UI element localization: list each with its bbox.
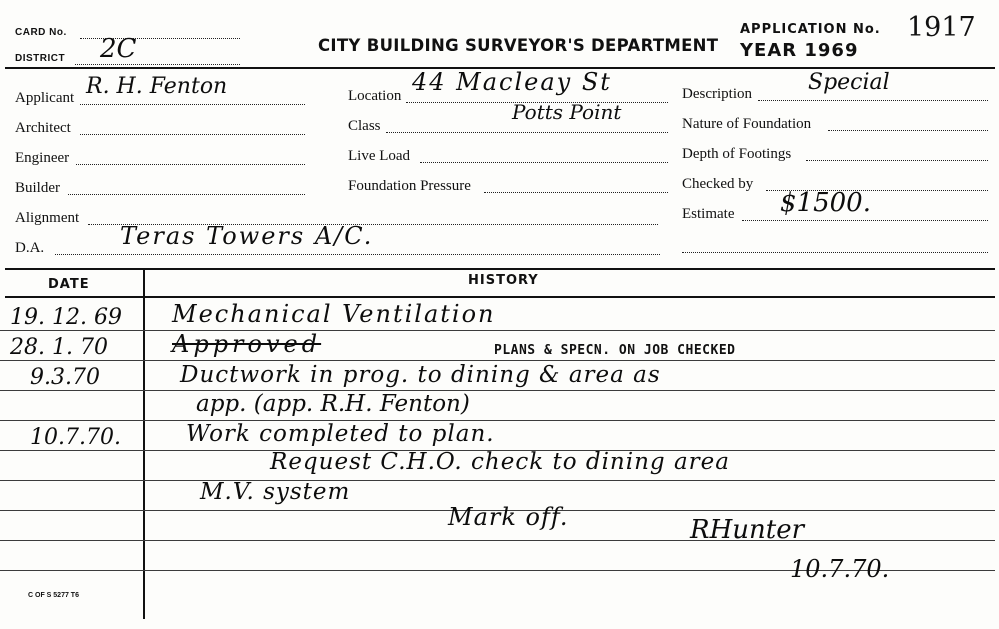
history-entry: Mechanical Ventilation [172,300,496,328]
nature-of-foundation-label: Nature of Foundation [682,116,812,132]
history-entry: Approved [172,330,322,358]
architect-line [80,134,305,135]
live-load-label: Live Load [348,148,411,164]
history-entry: Request C.H.O. check to dining area [270,449,730,475]
history-date: 28. 1. 70 [10,335,108,360]
history-column-header: HISTORY [468,273,539,288]
depth-of-footings-line [806,160,988,161]
history-entry: Mark off. [448,503,569,531]
district-label: DISTRICT [15,53,66,64]
form-code: C OF S 5277 T6 [28,592,79,599]
estimate-value: $1500. [780,188,871,218]
applicant-line [80,104,305,105]
district-value: 2C [100,34,137,64]
foundation-pressure-line [484,192,668,193]
description-value: Special [808,70,890,95]
signature: RHunter [690,515,805,545]
date-column-header: DATE [48,277,90,292]
signature-date: 10.7.70. [790,555,890,583]
applicant-value: R. H. Fenton [86,74,228,99]
estimate-line [742,220,988,221]
class-line [386,132,668,133]
location-value: 44 Macleay St [412,68,612,96]
history-entry: Work completed to plan. [186,421,495,447]
history-date: 19. 12. 69 [10,305,122,330]
year-label: YEAR 1969 [740,40,859,61]
builder-label: Builder [15,180,60,196]
live-load-line [420,162,668,163]
location-value-2: Potts Point [512,100,622,124]
history-entry: Ductwork in prog. to dining & area as [180,362,661,388]
engineer-label: Engineer [15,150,70,166]
da-line [55,254,660,255]
builder-line [68,194,305,195]
rule-line [0,390,995,391]
history-entry: app. (app. R.H. Fenton) [196,391,470,417]
history-date: 10.7.70. [30,425,121,450]
alignment-label: Alignment [15,210,80,226]
estimate-label: Estimate [682,206,735,222]
application-number: 1917 [907,12,976,43]
foundation-pressure-label: Foundation Pressure [348,178,471,194]
rule-line [0,540,995,541]
architect-label: Architect [15,120,71,136]
checked-by-label: Checked by [682,176,754,192]
rule-line [0,330,995,331]
description-label: Description [682,86,752,102]
application-no-label: APPLICATION No. [740,22,881,37]
extra-line [682,252,988,253]
applicant-label: Applicant [15,90,75,106]
da-value: Teras Towers A/C. [120,222,374,250]
da-label: D.A. [15,240,45,256]
history-top-rule [5,268,995,270]
district-line [75,64,240,65]
nature-of-foundation-line [828,130,988,131]
date-column-divider [143,269,145,619]
rule-line [0,360,995,361]
history-header-rule [5,296,995,298]
card-no-label: CARD No. [15,27,67,38]
department-title: CITY BUILDING SURVEYOR'S DEPARTMENT [318,36,719,55]
depth-of-footings-label: Depth of Footings [682,146,792,162]
checked-stamp: PLANS & SPECN. ON JOB CHECKED [494,343,736,358]
description-line [758,100,988,101]
engineer-line [76,164,305,165]
location-label: Location [348,88,402,104]
history-entry: M.V. system [200,479,351,505]
history-date: 9.3.70 [30,365,100,390]
rule-line [0,480,995,481]
class-label: Class [348,118,381,134]
rule-line [0,420,995,421]
